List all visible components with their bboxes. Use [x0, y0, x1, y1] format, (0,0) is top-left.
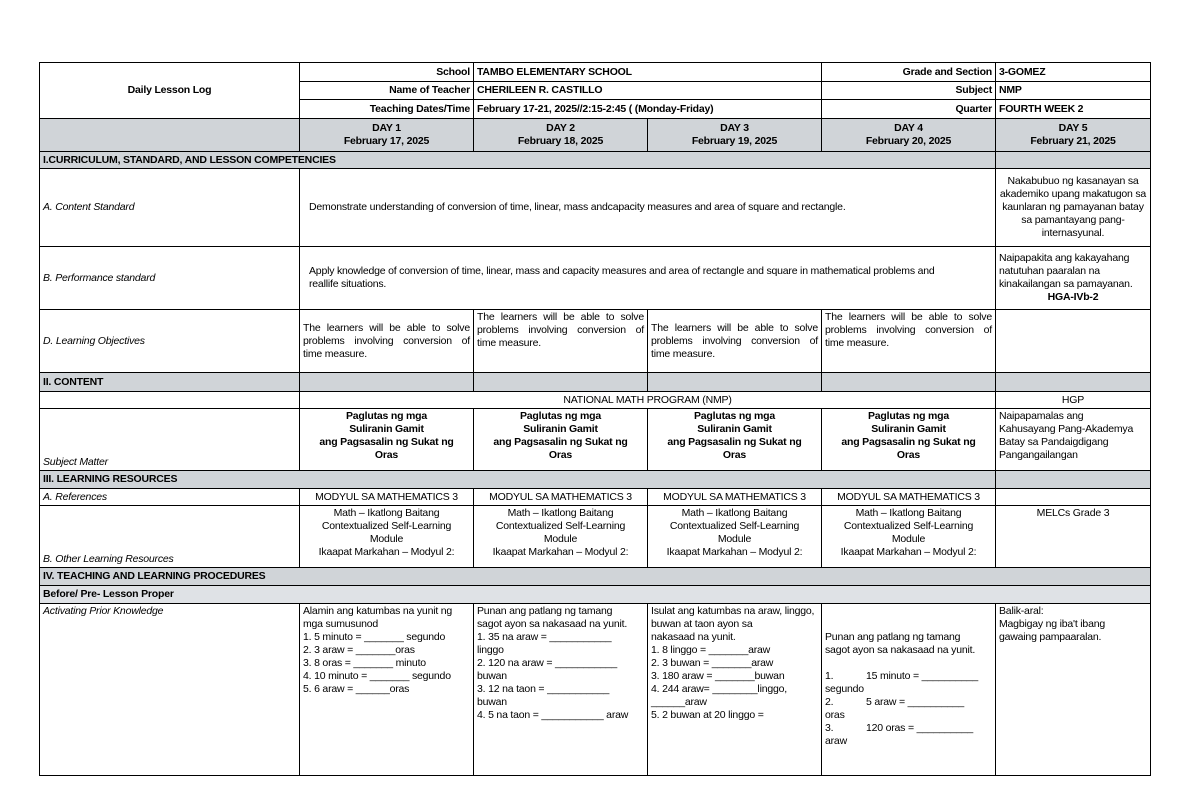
other-resources-day4: Math – Ikatlong Baitang Contextualized Self-Learning Module Ikaapat Markahan – Modyul 2:	[822, 506, 996, 568]
school-value: TAMBO ELEMENTARY SCHOOL	[474, 63, 822, 82]
subject-matter-day1: Paglutas ng mga Suliranin Gamit ang Pagsasalin ng Sukat ng Oras	[300, 409, 474, 471]
other-resources-day3: Math – Ikatlong Baitang Contextualized Self-Learning Module Ikaapat Markahan – Modyul 2:	[648, 506, 822, 568]
section-resources: III. LEARNING RESOURCES	[40, 471, 996, 489]
quarter-value: FOURTH WEEK 2	[996, 100, 1151, 119]
subject-matter-day3: Paglutas ng mga Suliranin Gamit ang Pagsasalin ng Sukat ng Oras	[648, 409, 822, 471]
other-resources-day5: MELCs Grade 3	[996, 506, 1151, 568]
day-3-header: DAY 3 February 19, 2025	[648, 119, 822, 152]
teacher-label: Name of Teacher	[300, 82, 474, 100]
section-content: II. CONTENT	[40, 373, 300, 392]
day-header-blank	[40, 119, 300, 152]
content-standard-label: A. Content Standard	[40, 169, 300, 247]
objectives-label: D. Learning Objectives	[40, 310, 300, 373]
day-5-header: DAY 5 February 21, 2025	[996, 119, 1151, 152]
subject-matter-day2: Paglutas ng mga Suliranin Gamit ang Pagsasalin ng Sukat ng Oras	[474, 409, 648, 471]
section-resources-day5	[996, 471, 1151, 489]
activating-day3: Isulat ang katumbas na araw, linggo, buwan at taon ayon sa nakasaad na yunit. 1. 8 linggo = _______araw 2. 3 buwan = _______araw 3. 180 araw = _______buwan 4. 244 araw= ________linggo, ______araw 5. 2 buwan at 20 linggo =	[648, 604, 822, 776]
section-curriculum: I.CURRICULUM, STANDARD, AND LESSON COMPETENCIES	[40, 152, 996, 169]
program-blank	[40, 392, 300, 409]
day-2-header: DAY 2 February 18, 2025	[474, 119, 648, 152]
dates-label: Teaching Dates/Time	[300, 100, 474, 119]
reference-day5	[996, 489, 1151, 506]
section-content-d4	[822, 373, 996, 392]
program-day5: HGP	[996, 392, 1151, 409]
references-label: A. References	[40, 489, 300, 506]
other-resources-day2: Math – Ikatlong Baitang Contextualized Self-Learning Module Ikaapat Markahan – Modyul 2:	[474, 506, 648, 568]
activating-day4: Punan ang patlang ng tamang sagot ayon sa nakasaad na yunit. 1. 15 minuto = __________ segundo 2. 5 araw = __________ oras 3. 120 oras = __________ araw	[822, 604, 996, 776]
title: Daily Lesson Log	[40, 63, 300, 119]
section-content-d3	[648, 373, 822, 392]
performance-standard-label: B. Performance standard	[40, 247, 300, 310]
section-content-d2	[474, 373, 648, 392]
section-content-d1	[300, 373, 474, 392]
objective-day3: The learners will be able to solve problems involving conversion of time measure.	[648, 310, 822, 373]
subject-matter-day4: Paglutas ng mga Suliranin Gamit ang Pagsasalin ng Sukat ng Oras	[822, 409, 996, 471]
subject-value: NMP	[996, 82, 1151, 100]
subject-matter-day5: Naipapamalas ang Kahusayang Pang-Akademya Batay sa Pandaigdigang Pangangailangan	[996, 409, 1151, 471]
reference-day1: MODYUL SA MATHEMATICS 3	[300, 489, 474, 506]
reference-day2: MODYUL SA MATHEMATICS 3	[474, 489, 648, 506]
objective-day2: The learners will be able to solve problems involving conversion of time measure.	[474, 310, 648, 373]
objective-day5	[996, 310, 1151, 373]
content-standard: Demonstrate understanding of conversion of time, linear, mass andcapacity measures and area of square and rectangle.	[300, 169, 996, 247]
grade-value: 3-GOMEZ	[996, 63, 1151, 82]
objective-day1: The learners will be able to solve problems involving conversion of time measure.	[300, 310, 474, 373]
grade-label: Grade and Section	[822, 63, 996, 82]
quarter-label: Quarter	[822, 100, 996, 119]
reference-day3: MODYUL SA MATHEMATICS 3	[648, 489, 822, 506]
section-procedures: IV. TEACHING AND LEARNING PROCEDURES	[40, 568, 1151, 586]
performance-standard-day5: Naipapakita ang kakayahang natutuhan paaralan na kinakailangan sa pamayanan. HGA-IVb-2	[996, 247, 1151, 310]
subsection-pre-lesson: Before/ Pre- Lesson Proper	[40, 586, 1151, 604]
content-standard-day5: Nakabubuo ng kasanayan sa akademiko upang makatugon sa kaunlaran ng pamayanan batay sa pamantayang pang-internasyunal.	[996, 169, 1151, 247]
day-4-header: DAY 4 February 20, 2025	[822, 119, 996, 152]
activating-label: Activating Prior Knowledge	[40, 604, 300, 776]
school-label: School	[300, 63, 474, 82]
day-1-header: DAY 1 February 17, 2025	[300, 119, 474, 152]
subject-label: Subject	[822, 82, 996, 100]
subject-matter-label: Subject Matter	[40, 409, 300, 471]
section-content-d5	[996, 373, 1151, 392]
other-resources-label: B. Other Learning Resources	[40, 506, 300, 568]
teacher-value: CHERILEEN R. CASTILLO	[474, 82, 822, 100]
reference-day4: MODYUL SA MATHEMATICS 3	[822, 489, 996, 506]
objective-day4: The learners will be able to solve problems involving conversion of time measure.	[822, 310, 996, 373]
activating-day2: Punan ang patlang ng tamang sagot ayon sa nakasaad na yunit. 1. 35 na araw = ___________ linggo 2. 120 na araw = ___________ buwan 3. 12 na taon = ___________ buwan 4. 5 na taon = ___________ araw	[474, 604, 648, 776]
daily-lesson-log-table	[39, 62, 1151, 776]
other-resources-day1: Math – Ikatlong Baitang Contextualized Self-Learning Module Ikaapat Markahan – Modyul 2:	[300, 506, 474, 568]
activating-day1: Alamin ang katumbas na yunit ng mga sumusunod 1. 5 minuto = _______ segundo 2. 3 araw = _______oras 3. 8 oras = _______ minuto 4. 10 minuto = _______ segundo 5. 6 araw = ______oras	[300, 604, 474, 776]
activating-day5: Balik-aral: Magbigay ng iba't ibang gawaing pampaaralan.	[996, 604, 1151, 776]
section-curriculum-day5	[996, 152, 1151, 169]
program-name: NATIONAL MATH PROGRAM (NMP)	[300, 392, 996, 409]
dates-value: February 17-21, 2025//2:15-2:45 ( (Monday-Friday)	[474, 100, 822, 119]
performance-standard: Apply knowledge of conversion of time, linear, mass and capacity measures and area of rectangle and square in mathematical problems and reallife situations.	[300, 247, 996, 310]
